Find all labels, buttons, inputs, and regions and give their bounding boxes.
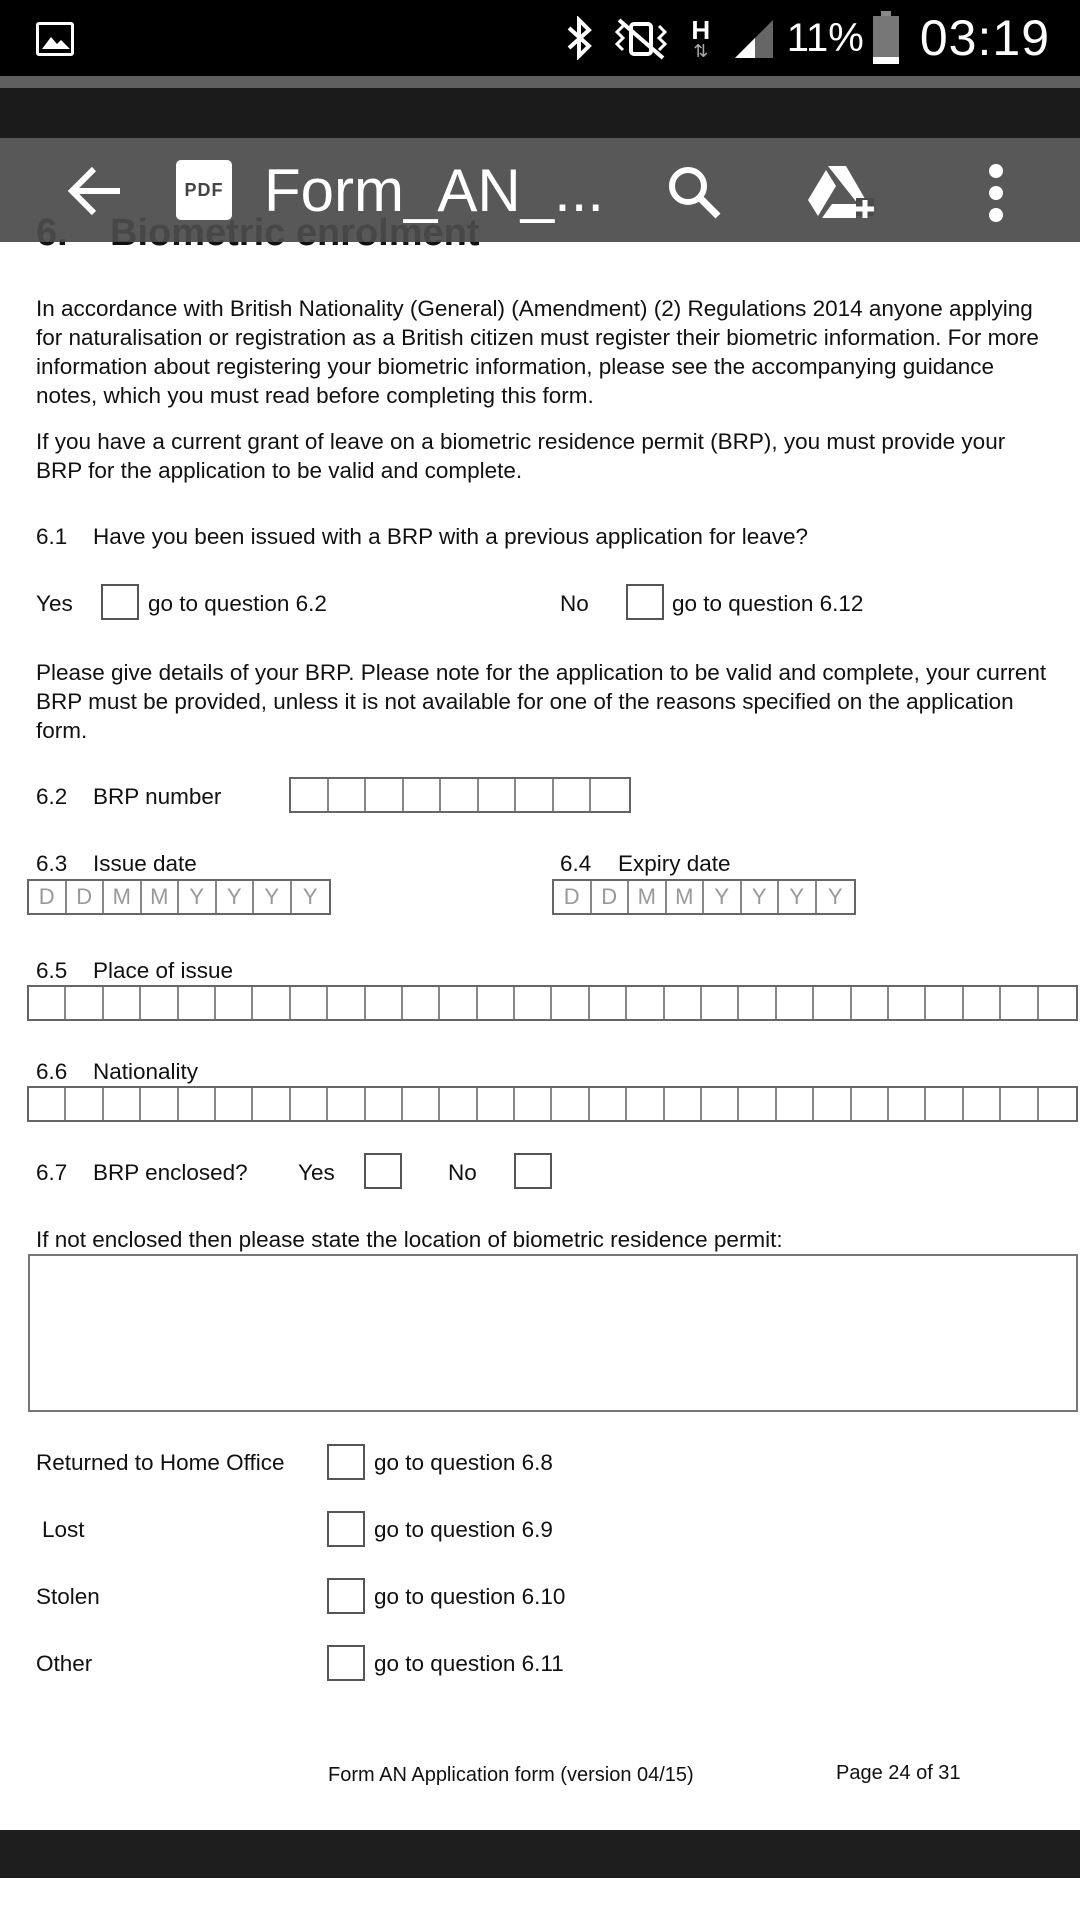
option-returned-label: Returned to Home Office (36, 1450, 285, 1475)
q61-no-checkbox[interactable] (626, 584, 664, 620)
status-divider (0, 76, 1080, 88)
place-of-issue-field[interactable] (27, 985, 1078, 1021)
q66-number: 6.6 (36, 1059, 68, 1084)
option-lost-checkbox[interactable] (327, 1511, 365, 1547)
issue-date-field[interactable]: D D M M Y Y Y Y (27, 879, 331, 915)
q67-no-label: No (448, 1160, 477, 1185)
brp-paragraph: If you have a current grant of leave on a biometric residence permit (BRP), you must provide your BRP for the application to be valid and complete. (36, 429, 1006, 483)
signal-icon (731, 16, 775, 60)
q67-number: 6.7 (36, 1160, 68, 1185)
details-paragraph: Please give details of your BRP. Please note for the application to be valid and complete, your current BRP must be provided, unless it is not available for one of the reasons specified on the application form. (36, 660, 1047, 743)
q62-text: BRP number (93, 784, 222, 809)
q61-yes-goto: go to question 6.2 (148, 591, 327, 616)
option-lost-label: Lost (42, 1517, 85, 1542)
add-to-drive-icon[interactable] (806, 164, 876, 222)
brp-location-textarea[interactable] (28, 1254, 1078, 1412)
q66-text: Nationality (93, 1059, 199, 1084)
option-returned-goto: go to question 6.8 (374, 1450, 553, 1475)
bottom-bar (0, 1830, 1080, 1878)
option-other-checkbox[interactable] (327, 1645, 365, 1681)
clock: 03:19 (919, 10, 1050, 66)
app-toolbar (0, 138, 1080, 242)
footer-page-number: Page 24 of 31 (836, 1762, 961, 1784)
option-stolen-goto: go to question 6.10 (374, 1584, 566, 1609)
gallery-notification-icon (36, 22, 74, 56)
back-arrow-icon[interactable] (66, 162, 124, 220)
q61-no-label: No (560, 591, 589, 616)
intro-paragraph: In accordance with British Nationality (General) (Amendment) (2) Regulations 2014 anyone applying for naturalisation or registration as a British citizen must register their biometric information. For more information about registering your biometric information, please see the accompanying guidance notes, which you must read before completing this form. (36, 296, 1039, 408)
q61-yes-checkbox[interactable] (101, 584, 139, 620)
not-enclosed-text: If not enclosed then please state the location of biometric residence permit: (36, 1227, 783, 1252)
q62-number: 6.2 (36, 784, 68, 809)
nationality-field[interactable] (27, 1086, 1078, 1122)
q64-number: 6.4 (560, 851, 592, 876)
brp-number-field[interactable] (289, 777, 631, 813)
option-returned-checkbox[interactable] (327, 1444, 365, 1480)
q61-no-goto: go to question 6.12 (672, 591, 864, 616)
option-stolen-checkbox[interactable] (327, 1578, 365, 1614)
bluetooth-icon (565, 16, 595, 60)
q61-text: Have you been issued with a BRP with a previous application for leave? (93, 524, 809, 549)
pdf-page[interactable] (0, 138, 1080, 1830)
battery-icon (872, 11, 900, 65)
q65-number: 6.5 (36, 958, 68, 983)
q61-yes-label: Yes (36, 591, 73, 616)
toolbar-backdrop (0, 88, 1080, 138)
q65-text: Place of issue (93, 958, 234, 983)
q67-yes-checkbox[interactable] (364, 1153, 402, 1189)
q67-yes-label: Yes (298, 1160, 335, 1185)
status-bar (0, 0, 1080, 76)
q67-no-checkbox[interactable] (514, 1153, 552, 1189)
battery-percent: 11% (786, 15, 864, 60)
network-type-icon: H ⇅ (691, 15, 711, 61)
q63-text: Issue date (93, 851, 197, 876)
vibrate-mute-icon (611, 16, 671, 60)
option-stolen-label: Stolen (36, 1584, 100, 1609)
footer-form-version: Form AN Application form (version 04/15) (328, 1764, 694, 1786)
option-other-label: Other (36, 1651, 93, 1676)
q67-text: BRP enclosed? (93, 1160, 248, 1185)
expiry-date-field[interactable]: D D M M Y Y Y Y (552, 879, 856, 915)
q64-text: Expiry date (618, 851, 731, 876)
document-title: Form_AN_... (264, 157, 605, 224)
q61-number: 6.1 (36, 524, 68, 549)
option-other-goto: go to question 6.11 (374, 1651, 564, 1676)
more-options-icon[interactable] (986, 164, 1006, 226)
option-lost-goto: go to question 6.9 (374, 1517, 553, 1542)
pdf-file-icon: PDF (176, 160, 232, 220)
search-icon[interactable] (664, 162, 724, 222)
q63-number: 6.3 (36, 851, 68, 876)
